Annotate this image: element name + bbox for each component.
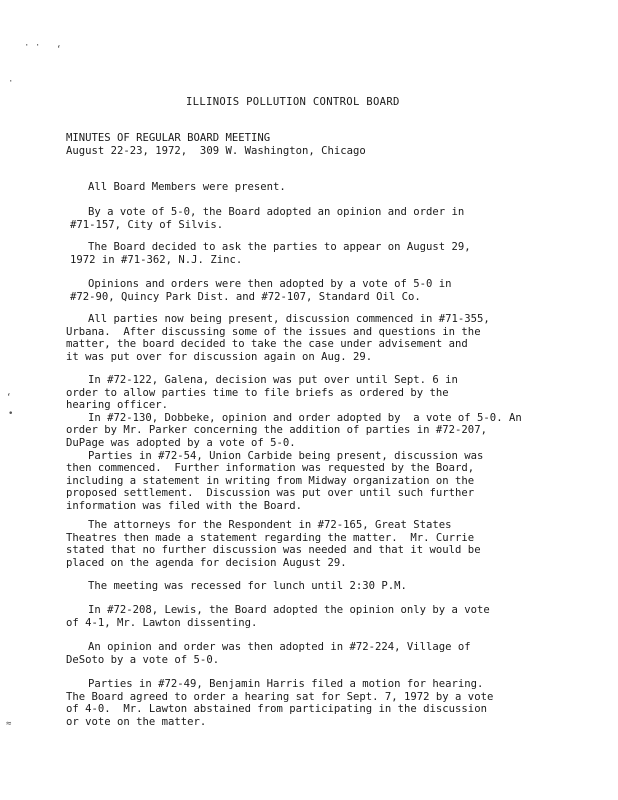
text-line: By a vote of 5-0, the Board adopted an opinion and order in <box>88 206 465 218</box>
text-line: Parties in #72-49, Benjamin Harris filed a motion for hearing. <box>88 678 484 690</box>
text-line: proposed settlement. Discussion was put over until such further <box>66 487 475 500</box>
text-line: then commenced. Further information was requested by the Board, <box>66 462 475 475</box>
text-line: 1972 in #71-362, N.J. Zinc. <box>70 253 243 266</box>
document-title: ILLINOIS POLLUTION CONTROL BOARD <box>186 96 400 108</box>
paragraph-great-states <box>66 519 481 569</box>
paragraph-urbana <box>66 313 490 363</box>
scan-speck: • <box>8 409 14 419</box>
text-line: it was put over for discussion again on Aug. 29. <box>66 350 373 363</box>
text-line: In #72-130, Dobbeke, opinion and order adopted by a vote of 5-0. An <box>88 411 522 424</box>
text-line: or vote on the matter. <box>66 715 207 728</box>
text-line: of 4-1, Mr. Lawton dissenting. <box>66 616 258 629</box>
paragraph-harris <box>66 678 493 728</box>
paragraph-lewis <box>66 604 490 629</box>
text-line: DeSoto by a vote of 5-0. <box>66 653 220 666</box>
text-line: The Board agreed to order a hearing sat for Sept. 7, 1972 by a vote <box>66 690 494 703</box>
text-line: DuPage was adopted by a vote of 5-0. <box>66 436 296 449</box>
text-line: hearing officer. <box>66 399 169 412</box>
paragraph-nj-zinc <box>70 241 471 266</box>
text-line: The attorneys for the Respondent in #72-165, Great States <box>88 519 452 531</box>
text-line: All parties now being present, discussion commenced in #71-355, <box>88 313 490 325</box>
text-line: In #72-208, Lewis, the Board adopted the opinion only by a vote <box>88 604 490 616</box>
scan-speck: · <box>8 77 14 87</box>
paragraph-galena-dobbeke-carbide <box>66 374 522 513</box>
scan-speck: ‘ <box>56 45 62 55</box>
text-line: placed on the agenda for decision August 29. <box>66 556 347 569</box>
scan-speck: ≈ <box>6 719 12 729</box>
text-line: #72-90, Quincy Park Dist. and #72-107, Standard Oil Co. <box>70 290 421 303</box>
text-line: Parties in #72-54, Union Carbide being present, discussion was <box>88 449 484 462</box>
text-line: of 4-0. Mr. Lawton abstained from participating in the discussion <box>66 703 487 716</box>
text-line: order by Mr. Parker concerning the addition of parties in #72-207, <box>66 424 487 437</box>
text-line: matter, the board decided to take the case under advisement and <box>66 338 468 351</box>
text-line: order to allow parties time to file briefs as ordered by the <box>66 386 449 399</box>
paragraph-recess: The meeting was recessed for lunch until 2:30 P.M. <box>88 580 407 592</box>
paragraph-opinions <box>70 278 452 303</box>
text-line: An opinion and order was then adopted in #72-224, Village of <box>88 641 471 653</box>
paragraph-silvis <box>70 206 464 231</box>
text-line: Theatres then made a statement regarding the matter. Mr. Currie <box>66 531 475 544</box>
text-line: In #72-122, Galena, decision was put over until Sept. 6 in <box>88 374 458 386</box>
text-line: information was filed with the Board. <box>66 499 302 512</box>
text-line: Opinions and orders were then adopted by a vote of 5-0 in <box>88 278 452 290</box>
text-line: including a statement in writing from Midway organization on the <box>66 474 475 487</box>
paragraph-attendance: All Board Members were present. <box>88 181 286 193</box>
scan-speck: ‘ <box>6 393 12 403</box>
text-line: #71-157, City of Silvis. <box>70 218 224 231</box>
text-line: stated that no further discussion was needed and that it would be <box>66 544 481 557</box>
scan-speck: · · <box>24 41 41 51</box>
meeting-heading <box>66 132 366 157</box>
text-line: The Board decided to ask the parties to appear on August 29, <box>88 241 471 253</box>
paragraph-desoto <box>66 641 471 666</box>
meeting-heading-line2: August 22-23, 1972, 309 W. Washington, Chicago <box>66 144 366 157</box>
meeting-heading-line1: MINUTES OF REGULAR BOARD MEETING <box>66 132 271 144</box>
text-line: Urbana. After discussing some of the issues and questions in the <box>66 325 481 338</box>
